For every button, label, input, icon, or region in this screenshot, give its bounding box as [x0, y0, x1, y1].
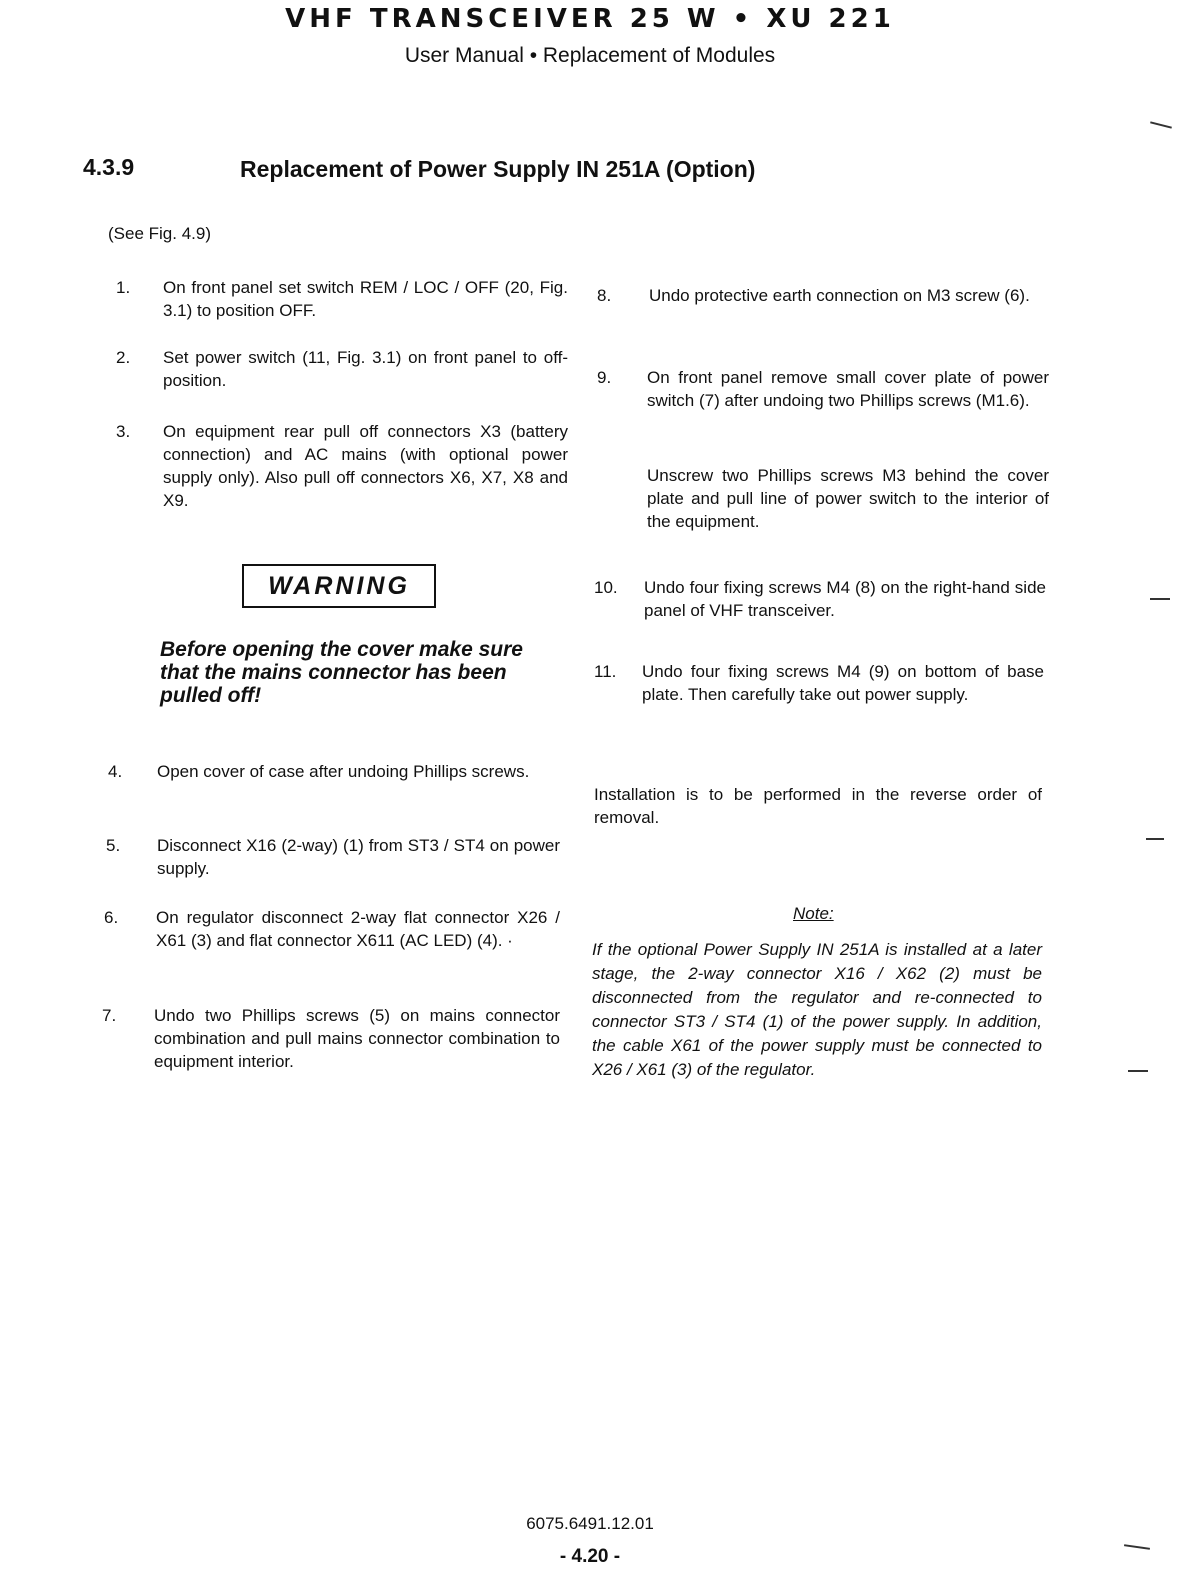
scan-mark — [1150, 598, 1170, 600]
section-title: Replacement of Power Supply IN 251A (Option) — [240, 156, 756, 182]
step-number: 11. — [594, 662, 617, 681]
step-text: Undo two Phillips screws (5) on mains connector combination and pull mains connector combination to equipment interior. — [154, 1006, 560, 1071]
note-text: If the optional Power Supply IN 251A is installed at a later stage, the 2-way connector X16 / X62 (2) must be disconnected from the regulator and re-connected to connector ST3 / ST4 (1) of the power supply. In addition, the cable X61 of the power supply must be connected to X26 / X61 (3) of the regulator. — [592, 940, 1042, 1079]
list-item — [116, 346, 568, 396]
note-label: Note: — [793, 904, 834, 923]
scan-mark — [1150, 121, 1172, 128]
step-text: Disconnect X16 (2-way) (1) from ST3 / ST4 on power supply. — [157, 836, 560, 878]
figure-reference: (See Fig. 4.9) — [108, 224, 211, 243]
list-item — [597, 284, 1049, 334]
document-number: 6075.6491.12.01 — [526, 1514, 654, 1533]
step-text: On front panel set switch REM / LOC / OFF (20, Fig. 3.1) to position OFF. — [163, 278, 568, 320]
document-subtitle: User Manual • Replacement of Modules — [404, 44, 776, 67]
list-item — [116, 276, 568, 326]
list-item — [594, 660, 1046, 734]
step-text: Open cover of case after undoing Phillips screws. — [157, 762, 530, 781]
warning-text: Before opening the cover make sure that the mains connector has been pulled off! — [160, 638, 523, 707]
step-number: 10. — [594, 578, 618, 597]
step-text: Undo four fixing screws M4 (8) on the right-hand side panel of VHF transceiver. — [644, 578, 1046, 620]
step-number: 6. — [104, 908, 119, 927]
step-number: 3. — [116, 422, 131, 441]
step-number: 2. — [116, 348, 131, 367]
step-number: 7. — [102, 1006, 117, 1025]
list-item — [597, 366, 1049, 546]
step-text: Undo protective earth connection on M3 screw (6). — [649, 286, 1030, 305]
step-text: On front panel remove small cover plate of power switch (7) after undoing two Phillips screws (M1.6). — [647, 368, 1049, 410]
step-text: On regulator disconnect 2-way flat connector X26 / X61 (3) and flat connector X611 (AC LED) (4). · — [156, 908, 560, 950]
step-number: 9. — [597, 368, 612, 387]
warning-box: WARNING — [242, 564, 436, 608]
list-item — [108, 760, 560, 810]
step-number: 1. — [116, 278, 131, 297]
section-number: 4.3.9 — [83, 154, 135, 180]
list-item — [106, 834, 560, 884]
step-text: On equipment rear pull off connectors X3 (battery connection) and AC mains (with optional power supply only). Also pull off connectors X6, X7, X8 and X9. — [163, 422, 568, 510]
page-number: - 4.20 - — [559, 1546, 621, 1567]
step-text: Set power switch (11, Fig. 3.1) on front panel to off-position. — [163, 348, 568, 390]
installation-text: Installation is to be performed in the reverse order of removal. — [594, 785, 1042, 827]
step-text-continued: Unscrew two Phillips screws M3 behind the cover plate and pull line of power switch to the interior of the equipment. — [647, 466, 1049, 531]
step-number: 4. — [108, 762, 123, 781]
step-number: 8. — [597, 286, 612, 305]
scan-mark — [1128, 1070, 1148, 1072]
list-item — [102, 1004, 560, 1104]
step-text: Undo four fixing screws M4 (9) on bottom of base plate. Then carefully take out power supply. — [642, 662, 1044, 704]
list-item — [116, 420, 568, 516]
list-item — [104, 906, 560, 980]
step-number: 5. — [106, 836, 121, 855]
list-item — [594, 576, 1046, 626]
document-title: VHF TRANSCEIVER 25 W • XU 221 — [285, 4, 895, 34]
scan-mark — [1146, 838, 1164, 840]
